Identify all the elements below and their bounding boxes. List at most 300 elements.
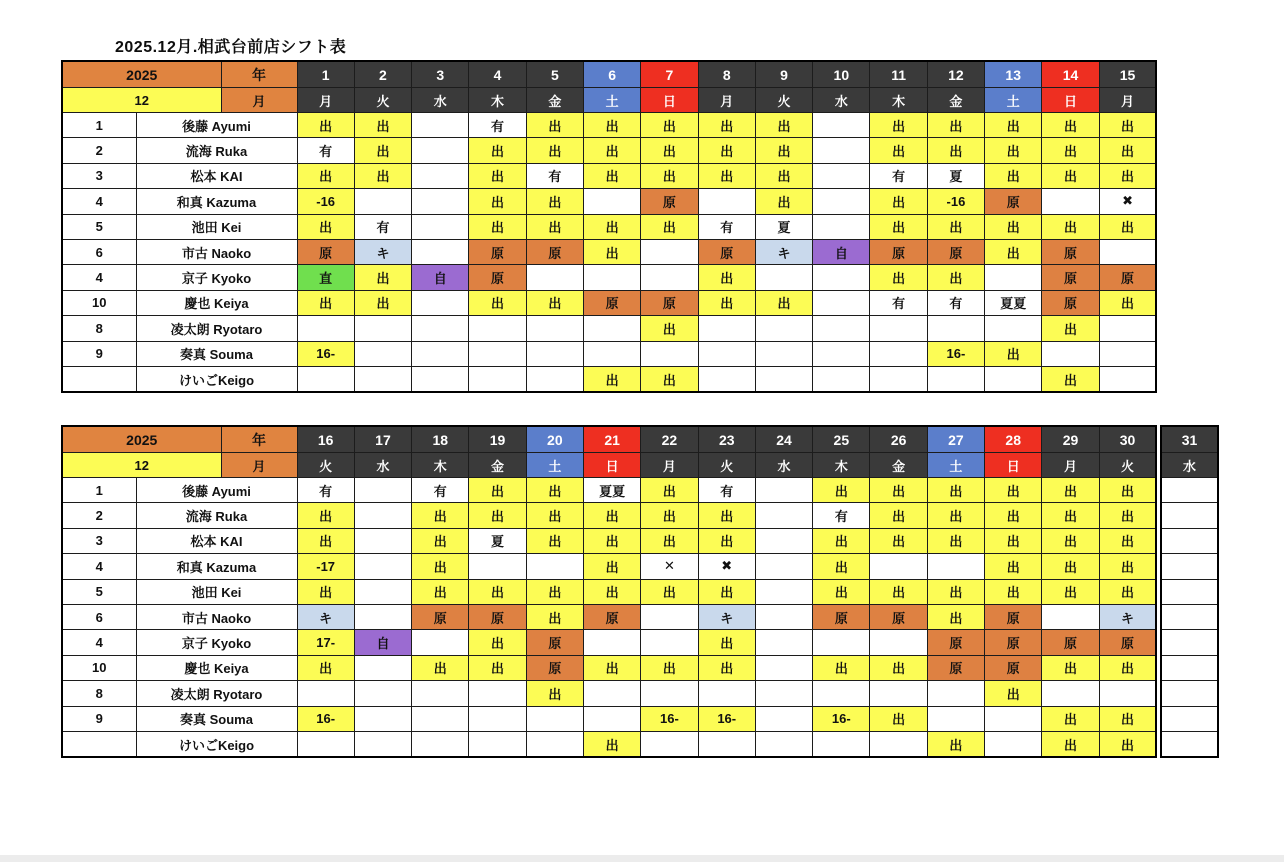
shift-cell-empty[interactable] (755, 731, 812, 757)
shift-cell[interactable]: 出 (755, 138, 812, 163)
shift-cell[interactable]: 出 (927, 113, 984, 138)
shift-cell[interactable]: 出 (412, 655, 469, 680)
shift-cell[interactable]: 出 (1042, 554, 1099, 579)
shift-cell[interactable]: 出 (813, 579, 870, 604)
shift-cell[interactable]: 夏 (755, 214, 812, 239)
shift-cell[interactable]: 出 (985, 214, 1042, 239)
shift-cell-empty[interactable] (1161, 478, 1218, 503)
shift-cell-empty[interactable] (354, 503, 411, 528)
shift-cell[interactable]: 出 (698, 579, 755, 604)
shift-cell-empty[interactable] (870, 316, 927, 341)
shift-cell[interactable]: 原 (813, 604, 870, 629)
shift-cell-empty[interactable] (1042, 341, 1099, 366)
shift-cell-empty[interactable] (297, 681, 354, 706)
shift-cell[interactable]: 出 (469, 189, 526, 214)
shift-cell[interactable]: 原 (641, 290, 698, 315)
shift-cell-empty[interactable] (870, 731, 927, 757)
shift-cell-empty[interactable] (412, 239, 469, 264)
shift-cell-empty[interactable] (755, 528, 812, 553)
shift-cell-empty[interactable] (755, 655, 812, 680)
shift-cell[interactable]: 出 (1099, 478, 1156, 503)
shift-cell-empty[interactable] (297, 366, 354, 392)
shift-cell-empty[interactable] (698, 731, 755, 757)
shift-cell-empty[interactable] (870, 366, 927, 392)
shift-cell-empty[interactable] (354, 554, 411, 579)
shift-cell-empty[interactable] (354, 604, 411, 629)
shift-cell[interactable]: 出 (469, 478, 526, 503)
shift-cell[interactable]: 出 (526, 681, 583, 706)
shift-cell[interactable]: 夏 (469, 528, 526, 553)
shift-cell[interactable]: 有 (469, 113, 526, 138)
shift-cell[interactable]: 自 (412, 265, 469, 290)
shift-cell[interactable]: 出 (985, 478, 1042, 503)
shift-cell[interactable]: 出 (412, 528, 469, 553)
shift-cell-empty[interactable] (583, 681, 640, 706)
shift-cell[interactable]: 夏夏 (583, 478, 640, 503)
shift-cell-empty[interactable] (870, 681, 927, 706)
shift-cell[interactable]: 原 (1099, 630, 1156, 655)
shift-cell[interactable]: 出 (354, 113, 411, 138)
shift-cell[interactable]: 出 (583, 655, 640, 680)
shift-cell-empty[interactable] (755, 630, 812, 655)
shift-cell[interactable]: 出 (985, 579, 1042, 604)
shift-cell-empty[interactable] (469, 554, 526, 579)
shift-cell[interactable]: 出 (870, 214, 927, 239)
shift-cell[interactable]: 出 (583, 214, 640, 239)
shift-cell-empty[interactable] (985, 316, 1042, 341)
shift-cell-empty[interactable] (412, 341, 469, 366)
shift-cell-empty[interactable] (412, 316, 469, 341)
shift-cell-empty[interactable] (526, 731, 583, 757)
shift-cell[interactable]: 出 (583, 113, 640, 138)
shift-cell[interactable]: 原 (985, 189, 1042, 214)
shift-cell[interactable]: 出 (354, 138, 411, 163)
shift-cell[interactable]: 出 (583, 528, 640, 553)
shift-cell-empty[interactable] (412, 706, 469, 731)
shift-cell[interactable]: 出 (412, 503, 469, 528)
shift-cell[interactable]: 出 (698, 163, 755, 188)
shift-cell[interactable]: 出 (641, 655, 698, 680)
shift-cell-empty[interactable] (354, 316, 411, 341)
shift-cell-empty[interactable] (1042, 189, 1099, 214)
shift-cell[interactable]: 出 (927, 528, 984, 553)
shift-cell[interactable]: 出 (526, 290, 583, 315)
shift-cell-empty[interactable] (1161, 528, 1218, 553)
shift-cell-empty[interactable] (469, 341, 526, 366)
shift-cell-empty[interactable] (755, 579, 812, 604)
shift-cell[interactable]: 出 (870, 528, 927, 553)
shift-cell[interactable]: 出 (927, 503, 984, 528)
shift-cell[interactable]: 出 (469, 138, 526, 163)
shift-cell[interactable]: 原 (526, 239, 583, 264)
shift-cell-empty[interactable] (354, 341, 411, 366)
shift-cell[interactable]: 出 (1099, 554, 1156, 579)
shift-cell-empty[interactable] (1099, 239, 1156, 264)
shift-cell[interactable]: 出 (755, 189, 812, 214)
shift-cell-empty[interactable] (297, 316, 354, 341)
shift-cell-empty[interactable] (526, 265, 583, 290)
shift-cell[interactable]: 出 (1099, 579, 1156, 604)
shift-cell[interactable]: 出 (297, 290, 354, 315)
shift-cell[interactable]: 原 (469, 239, 526, 264)
shift-cell[interactable]: 出 (1042, 706, 1099, 731)
shift-cell[interactable]: 出 (870, 189, 927, 214)
shift-cell-empty[interactable] (1161, 681, 1218, 706)
shift-cell[interactable]: 有 (870, 163, 927, 188)
shift-cell[interactable]: 原 (469, 265, 526, 290)
shift-cell-empty[interactable] (755, 681, 812, 706)
shift-cell[interactable]: 出 (755, 163, 812, 188)
shift-cell-empty[interactable] (354, 706, 411, 731)
shift-cell[interactable]: 原 (698, 239, 755, 264)
shift-cell[interactable]: 出 (526, 138, 583, 163)
shift-cell-empty[interactable] (985, 731, 1042, 757)
shift-cell[interactable]: 出 (297, 655, 354, 680)
shift-cell[interactable]: 16- (927, 341, 984, 366)
shift-cell[interactable]: 有 (870, 290, 927, 315)
shift-cell[interactable]: 原 (927, 655, 984, 680)
shift-cell[interactable]: 16- (698, 706, 755, 731)
shift-cell-empty[interactable] (813, 214, 870, 239)
shift-cell[interactable]: 出 (354, 265, 411, 290)
shift-cell[interactable]: -17 (297, 554, 354, 579)
shift-cell[interactable]: 出 (927, 731, 984, 757)
shift-cell[interactable]: 自 (354, 630, 411, 655)
shift-cell-empty[interactable] (526, 706, 583, 731)
shift-cell[interactable]: 出 (870, 655, 927, 680)
shift-cell-empty[interactable] (354, 528, 411, 553)
shift-cell[interactable]: 原 (1042, 630, 1099, 655)
shift-cell[interactable]: 出 (927, 138, 984, 163)
shift-cell-empty[interactable] (1161, 706, 1218, 731)
shift-cell-empty[interactable] (641, 239, 698, 264)
shift-cell[interactable]: 出 (985, 341, 1042, 366)
shift-cell[interactable]: 有 (297, 138, 354, 163)
shift-cell[interactable]: 出 (641, 528, 698, 553)
shift-cell-empty[interactable] (698, 366, 755, 392)
shift-cell[interactable]: 出 (927, 579, 984, 604)
shift-cell[interactable]: 原 (297, 239, 354, 264)
shift-cell[interactable]: 自 (813, 239, 870, 264)
shift-cell[interactable]: 出 (1099, 731, 1156, 757)
shift-cell[interactable]: 原 (985, 630, 1042, 655)
shift-cell[interactable]: 出 (1099, 290, 1156, 315)
shift-cell[interactable]: 出 (698, 630, 755, 655)
shift-cell[interactable]: 出 (641, 478, 698, 503)
shift-cell[interactable]: 出 (583, 239, 640, 264)
shift-cell-empty[interactable] (1042, 681, 1099, 706)
shift-cell[interactable]: 出 (469, 579, 526, 604)
shift-cell-empty[interactable] (985, 366, 1042, 392)
shift-cell[interactable]: キ (354, 239, 411, 264)
shift-cell[interactable]: 出 (469, 655, 526, 680)
shift-cell[interactable]: 出 (985, 239, 1042, 264)
shift-cell[interactable]: 出 (526, 604, 583, 629)
shift-cell[interactable]: 出 (698, 290, 755, 315)
shift-cell[interactable]: 出 (526, 579, 583, 604)
shift-cell[interactable]: 出 (583, 731, 640, 757)
shift-cell[interactable]: 出 (412, 554, 469, 579)
shift-cell[interactable]: 有 (698, 214, 755, 239)
shift-cell[interactable]: 出 (526, 113, 583, 138)
shift-cell[interactable]: 出 (1099, 655, 1156, 680)
shift-cell[interactable]: 出 (870, 478, 927, 503)
shift-cell[interactable]: キ (297, 604, 354, 629)
shift-cell[interactable]: 出 (870, 138, 927, 163)
shift-cell-empty[interactable] (1099, 681, 1156, 706)
shift-cell[interactable]: 出 (469, 214, 526, 239)
shift-cell[interactable]: 出 (1042, 316, 1099, 341)
shift-cell[interactable]: 出 (1042, 138, 1099, 163)
shift-cell-empty[interactable] (813, 341, 870, 366)
shift-cell-empty[interactable] (583, 630, 640, 655)
shift-cell-empty[interactable] (583, 316, 640, 341)
shift-cell[interactable]: 出 (1099, 528, 1156, 553)
shift-cell-empty[interactable] (469, 731, 526, 757)
shift-cell[interactable]: 出 (870, 706, 927, 731)
shift-cell-empty[interactable] (1099, 316, 1156, 341)
shift-cell[interactable]: 夏夏 (985, 290, 1042, 315)
shift-cell[interactable]: 出 (1042, 655, 1099, 680)
shift-cell-empty[interactable] (870, 630, 927, 655)
shift-cell[interactable]: 出 (813, 478, 870, 503)
shift-cell-empty[interactable] (641, 681, 698, 706)
shift-cell-empty[interactable] (755, 265, 812, 290)
shift-cell-empty[interactable] (1099, 341, 1156, 366)
shift-cell[interactable]: 出 (583, 138, 640, 163)
shift-cell[interactable]: 出 (469, 163, 526, 188)
shift-cell[interactable]: 直 (297, 265, 354, 290)
shift-cell-empty[interactable] (526, 341, 583, 366)
shift-cell[interactable]: 出 (927, 214, 984, 239)
shift-cell[interactable]: 出 (985, 554, 1042, 579)
shift-cell[interactable]: 出 (1042, 478, 1099, 503)
shift-cell[interactable]: 出 (583, 579, 640, 604)
shift-cell-empty[interactable] (813, 290, 870, 315)
shift-cell[interactable]: 16- (641, 706, 698, 731)
shift-cell[interactable]: 出 (641, 214, 698, 239)
shift-cell-empty[interactable] (1161, 579, 1218, 604)
shift-cell[interactable]: 出 (297, 503, 354, 528)
shift-cell-empty[interactable] (641, 341, 698, 366)
shift-cell[interactable]: 出 (297, 579, 354, 604)
shift-cell-empty[interactable] (641, 604, 698, 629)
shift-cell[interactable]: 原 (985, 655, 1042, 680)
shift-cell-empty[interactable] (755, 604, 812, 629)
shift-cell[interactable]: 出 (985, 113, 1042, 138)
shift-cell[interactable]: 出 (927, 478, 984, 503)
shift-cell[interactable]: 17- (297, 630, 354, 655)
shift-cell[interactable]: -16 (927, 189, 984, 214)
shift-cell[interactable]: 原 (469, 604, 526, 629)
shift-cell[interactable]: 原 (1042, 239, 1099, 264)
shift-cell[interactable]: 出 (755, 290, 812, 315)
shift-cell[interactable]: キ (1099, 604, 1156, 629)
shift-cell[interactable]: 原 (1042, 290, 1099, 315)
shift-cell[interactable]: 原 (1042, 265, 1099, 290)
shift-cell[interactable]: 出 (698, 503, 755, 528)
shift-cell-empty[interactable] (583, 189, 640, 214)
shift-cell[interactable]: 出 (526, 503, 583, 528)
shift-cell-empty[interactable] (755, 478, 812, 503)
shift-cell-empty[interactable] (412, 290, 469, 315)
shift-cell[interactable]: 有 (297, 478, 354, 503)
shift-cell-empty[interactable] (412, 138, 469, 163)
shift-cell[interactable]: ✖ (1099, 189, 1156, 214)
shift-cell[interactable]: 有 (813, 503, 870, 528)
shift-cell[interactable]: 16- (297, 341, 354, 366)
shift-cell-empty[interactable] (927, 706, 984, 731)
shift-cell[interactable]: 出 (469, 503, 526, 528)
shift-cell[interactable]: 出 (469, 630, 526, 655)
shift-cell-empty[interactable] (583, 265, 640, 290)
shift-cell[interactable]: 出 (1042, 731, 1099, 757)
shift-cell-empty[interactable] (1161, 554, 1218, 579)
shift-cell[interactable]: 出 (1099, 706, 1156, 731)
shift-cell[interactable]: 有 (354, 214, 411, 239)
shift-cell[interactable]: 出 (1099, 163, 1156, 188)
shift-cell-empty[interactable] (354, 579, 411, 604)
shift-cell[interactable]: 出 (412, 579, 469, 604)
shift-cell[interactable]: 夏 (927, 163, 984, 188)
shift-cell[interactable]: 出 (641, 366, 698, 392)
shift-cell-empty[interactable] (641, 265, 698, 290)
shift-cell[interactable]: 出 (583, 366, 640, 392)
shift-cell-empty[interactable] (813, 189, 870, 214)
shift-cell-empty[interactable] (1161, 655, 1218, 680)
shift-cell[interactable]: 16- (813, 706, 870, 731)
shift-cell-empty[interactable] (927, 316, 984, 341)
shift-cell-empty[interactable] (1161, 604, 1218, 629)
shift-cell-empty[interactable] (583, 706, 640, 731)
shift-cell-empty[interactable] (927, 681, 984, 706)
shift-cell[interactable]: ✖ (698, 554, 755, 579)
shift-cell[interactable]: 出 (870, 113, 927, 138)
shift-cell-empty[interactable] (985, 265, 1042, 290)
shift-cell-empty[interactable] (755, 341, 812, 366)
shift-cell-empty[interactable] (755, 554, 812, 579)
shift-cell[interactable]: 出 (641, 113, 698, 138)
shift-cell-empty[interactable] (1161, 630, 1218, 655)
shift-cell-empty[interactable] (813, 731, 870, 757)
shift-cell-empty[interactable] (927, 554, 984, 579)
shift-cell-empty[interactable] (698, 681, 755, 706)
shift-cell[interactable]: 出 (985, 138, 1042, 163)
shift-cell[interactable]: 出 (985, 681, 1042, 706)
shift-cell-empty[interactable] (297, 731, 354, 757)
shift-cell[interactable]: 出 (870, 579, 927, 604)
shift-cell[interactable]: 出 (1042, 214, 1099, 239)
shift-cell-empty[interactable] (641, 630, 698, 655)
shift-cell-empty[interactable] (755, 316, 812, 341)
shift-cell-empty[interactable] (755, 366, 812, 392)
shift-cell[interactable]: 出 (1042, 366, 1099, 392)
shift-cell-empty[interactable] (870, 554, 927, 579)
shift-cell[interactable]: 出 (1042, 113, 1099, 138)
shift-cell-empty[interactable] (1042, 604, 1099, 629)
shift-cell[interactable]: 出 (526, 189, 583, 214)
shift-cell[interactable]: 出 (583, 163, 640, 188)
shift-cell[interactable]: 出 (354, 290, 411, 315)
shift-cell[interactable]: 出 (698, 655, 755, 680)
shift-cell[interactable]: 出 (927, 604, 984, 629)
shift-cell[interactable]: 原 (870, 239, 927, 264)
shift-cell[interactable]: 出 (297, 214, 354, 239)
shift-cell-empty[interactable] (927, 366, 984, 392)
shift-cell-empty[interactable] (1099, 366, 1156, 392)
shift-cell[interactable]: 原 (526, 630, 583, 655)
shift-cell[interactable]: 有 (927, 290, 984, 315)
shift-cell[interactable]: 原 (412, 604, 469, 629)
shift-cell-empty[interactable] (354, 681, 411, 706)
shift-cell-empty[interactable] (469, 706, 526, 731)
shift-cell[interactable]: 原 (927, 630, 984, 655)
shift-cell[interactable]: 原 (583, 604, 640, 629)
shift-cell-empty[interactable] (526, 366, 583, 392)
shift-cell-empty[interactable] (813, 366, 870, 392)
shift-cell[interactable]: 出 (641, 316, 698, 341)
shift-cell[interactable]: 出 (1042, 163, 1099, 188)
shift-cell[interactable]: 出 (698, 138, 755, 163)
shift-cell[interactable]: 出 (698, 113, 755, 138)
shift-cell[interactable]: 出 (927, 265, 984, 290)
shift-cell-empty[interactable] (412, 214, 469, 239)
shift-cell[interactable]: 有 (412, 478, 469, 503)
shift-cell-empty[interactable] (526, 316, 583, 341)
shift-cell-empty[interactable] (469, 316, 526, 341)
shift-cell[interactable]: 出 (297, 163, 354, 188)
shift-cell[interactable]: 出 (1042, 503, 1099, 528)
shift-cell-empty[interactable] (412, 366, 469, 392)
shift-cell[interactable]: 出 (698, 265, 755, 290)
shift-cell-empty[interactable] (412, 163, 469, 188)
shift-cell-empty[interactable] (526, 554, 583, 579)
shift-cell-empty[interactable] (354, 731, 411, 757)
shift-cell-empty[interactable] (412, 630, 469, 655)
shift-cell-empty[interactable] (813, 163, 870, 188)
shift-cell[interactable]: 出 (870, 265, 927, 290)
shift-cell-empty[interactable] (354, 655, 411, 680)
shift-cell-empty[interactable] (755, 503, 812, 528)
shift-cell-empty[interactable] (469, 681, 526, 706)
shift-cell[interactable]: 出 (985, 503, 1042, 528)
shift-cell-empty[interactable] (1161, 731, 1218, 757)
shift-cell[interactable]: 出 (1099, 138, 1156, 163)
shift-cell[interactable]: 原 (526, 655, 583, 680)
shift-cell[interactable]: 出 (469, 290, 526, 315)
shift-cell-empty[interactable] (813, 681, 870, 706)
shift-cell[interactable]: 出 (1099, 503, 1156, 528)
shift-cell[interactable]: 出 (698, 528, 755, 553)
shift-cell[interactable]: 出 (813, 554, 870, 579)
shift-cell[interactable]: 出 (985, 528, 1042, 553)
shift-cell[interactable]: 出 (813, 528, 870, 553)
shift-cell[interactable]: 有 (526, 163, 583, 188)
shift-cell[interactable]: 原 (1099, 265, 1156, 290)
shift-cell-empty[interactable] (412, 189, 469, 214)
shift-cell-empty[interactable] (870, 341, 927, 366)
shift-cell[interactable]: 出 (583, 503, 640, 528)
shift-cell[interactable]: 出 (354, 163, 411, 188)
shift-cell-empty[interactable] (354, 478, 411, 503)
shift-cell-empty[interactable] (698, 189, 755, 214)
shift-cell[interactable]: 出 (1042, 579, 1099, 604)
shift-cell[interactable]: 出 (526, 478, 583, 503)
shift-cell[interactable]: 出 (526, 528, 583, 553)
shift-cell[interactable]: 出 (641, 163, 698, 188)
shift-cell-empty[interactable] (813, 138, 870, 163)
shift-cell[interactable]: 原 (583, 290, 640, 315)
